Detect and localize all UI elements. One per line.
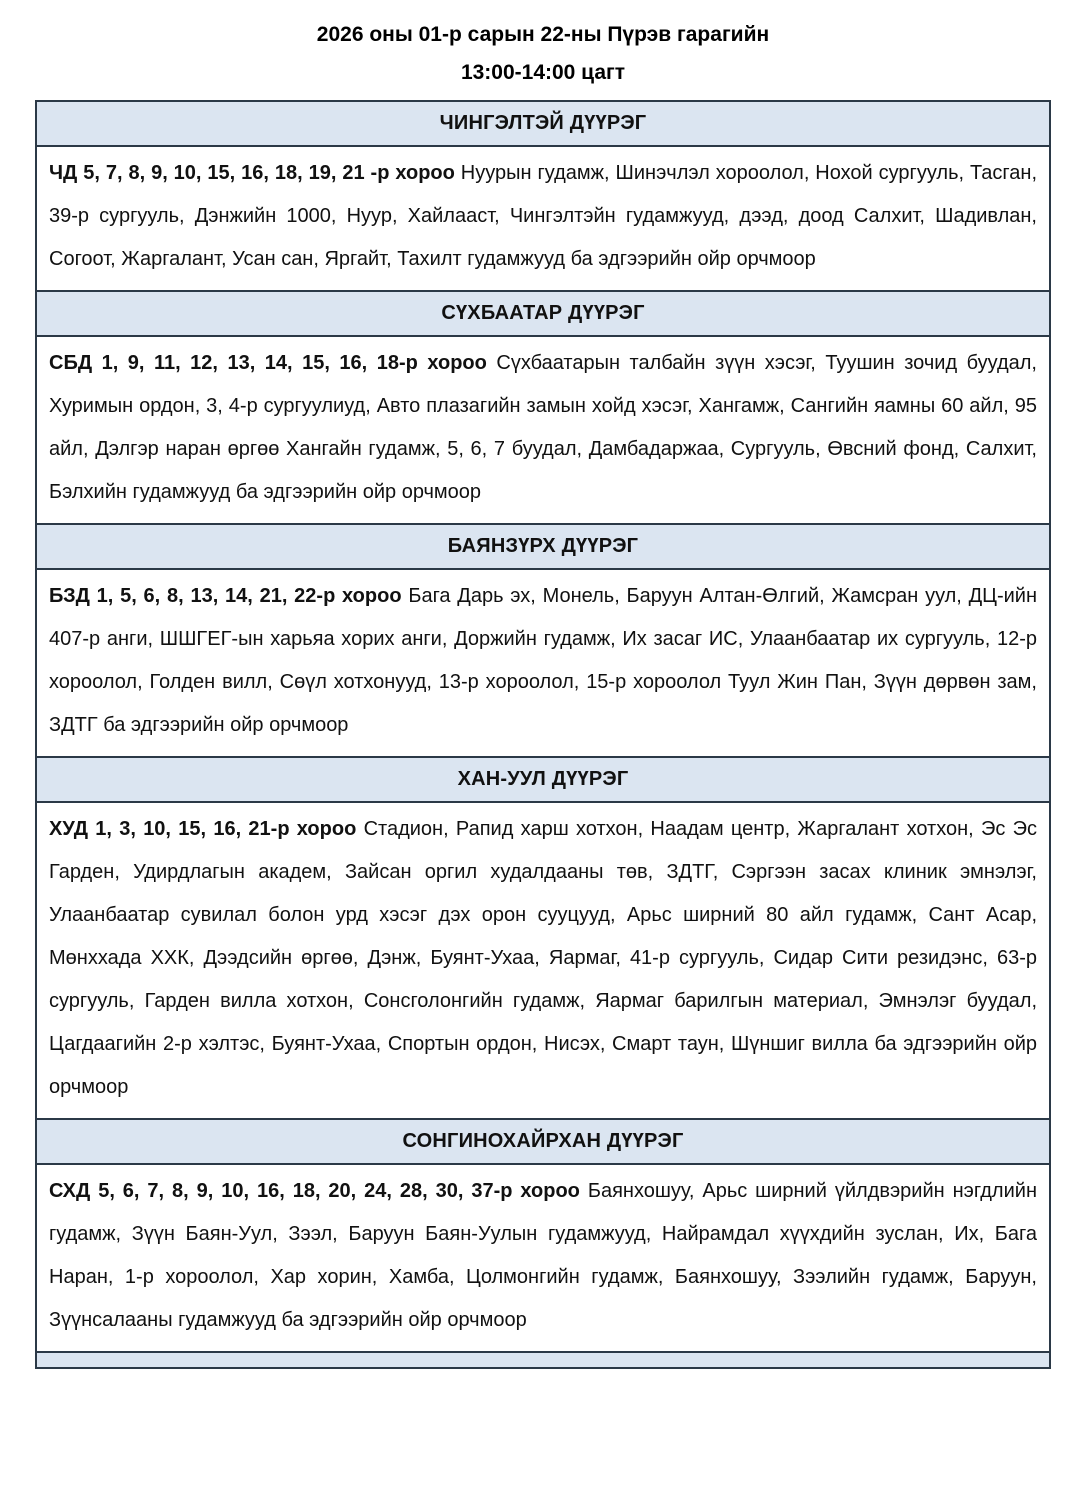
khoroo-list-bold: ЧД 5, 7, 8, 9, 10, 15, 16, 18, 19, 21 -р хороо — [49, 162, 455, 184]
khoroo-list-bold: СХД 5, 6, 7, 8, 9, 10, 16, 18, 20, 24, 28, 30, 37-р хороо — [49, 1180, 580, 1202]
next-section-header-partial — [37, 1353, 1049, 1367]
section-body-sukhbaatar — [37, 337, 1049, 525]
section-header-songinokhairkhan: СОНГИНОХАЙРХАН ДҮҮРЭГ — [37, 1120, 1049, 1165]
khoroo-list-bold: БЗД 1, 5, 6, 8, 13, 14, 21, 22-р хороо — [49, 585, 402, 607]
area-list-text: Стадион, Рапид харш хотхон, Наадам центр, Жаргалант хотхон, Эс Эс Гарден, Удирдлагын академ, Зайсан оргил худалдааны төв, ЗДТГ, Сэргээн засах клиник эмнэлэг, Улаанбаатар сувилал болон урд хэсэг дэх орон сууцууд, Арьс ширний 80 айл гудамж, Сант Асар, Мөнххада ХХК, Дээдсийн өргөө, Дэнж, Буянт-Ухаа, Яармаг, 41-р сургууль, Сидар Сити резидэнс, 63-р сургууль, Гарден вилла хотхон, Сонсголонгийн гудамж, Яармаг барилгын материал, Эмнэлэг буудал, Цагдаагийн 2-р хэлтэс, Буянт-Ухаа, Спортын ордон, Нисэх, Смарт таун, Шүншиг вилла ба эдгээрийн ойр орчмоор — [49, 818, 1038, 1098]
area-list-text: Баянхошуу, Арьс ширний үйлдвэрийн нэгдлийн гудамж, Зүүн Баян-Уул, Зээл, Баруун Баян-Уулын гудамжууд, Найрамдал хүүхдийн зуслан, Их, Бага Наран, 1-р хороолол, Хар хорин, Хамба, Цолмонгийн гудамж, Баянхошуу, Зээлийн гудамж, Баруун, Зүүнсалааны гудамжууд ба эдгээрийн ойр орчмоор — [49, 1180, 1037, 1331]
section-body-bayanzurkh — [37, 570, 1049, 758]
section-header-bayanzurkh: БАЯНЗҮРХ ДҮҮРЭГ — [37, 525, 1049, 570]
area-list-text: Бага Дарь эх, Монель, Баруун Алтан-Өлгий, Жамсран уул, ДЦ-ийн 407-р анги, ШШГЕГ-ын харьяа хорих анги, Доржийн гудамж, Их засаг ИС, Улаанбаатар их сургууль, 12-р хороолол, Голден вилл, Сөүл хотхонууд, 13-р хороолол, 15-р хороолол Туул Жин Пан, Зүүн дөрвөн зам, ЗДТГ ба эдгээрийн ойр орчмоор — [49, 585, 1038, 736]
area-list-text: Сүхбаатарын талбайн зүүн хэсэг, Туушин зочид буудал, Хуримын ордон, 3, 4-р сургуулиуд, Авто плазагийн замын хойд хэсэг, Хангамж, Сангийн яамны 60 айл, 95 айл, Дэлгэр наран өргөө Хангайн гудамж, 5, 6, 7 буудал, Дамбадаржаа, Сургууль, Өвсний фонд, Салхит, Бэлхийн гудамжууд ба эдгээрийн ойр орчмоор — [49, 352, 1037, 503]
section-body-khan-uul — [37, 803, 1049, 1120]
section-header-chingeltei: ЧИНГЭЛТЭЙ ДҮҮРЭГ — [37, 102, 1049, 147]
section-body-chingeltei — [37, 147, 1049, 292]
khoroo-list-bold: СБД 1, 9, 11, 12, 13, 14, 15, 16, 18-р хороо — [49, 352, 487, 374]
section-body-songinokhairkhan — [37, 1165, 1049, 1353]
section-header-khan-uul: ХАН-УУЛ ДҮҮРЭГ — [37, 758, 1049, 803]
khoroo-list-bold: ХУД 1, 3, 10, 15, 16, 21-р хороо — [49, 818, 357, 840]
title-line-2: 13:00-14:00 цагт — [460, 61, 626, 84]
title-line-1: 2026 оны 01-р сарын 22-ны Пүрэв гарагийн — [316, 23, 770, 46]
area-list-text: Нуурын гудамж, Шинэчлэл хороолол, Нохой сургууль, Тасган, 39-р сургууль, Дэнжийн 1000, Нуур, Хайлааст, Чингэлтэйн гудамжууд, дээд, доод Салхит, Шадивлан, Согоот, Жаргалант, Усан сан, Яргайт, Тахилт гудамжууд ба эдгээрийн ойр орчмоор — [49, 162, 1038, 270]
document-title — [0, 0, 1086, 83]
schedule-table — [35, 100, 1051, 1369]
section-header-sukhbaatar: СҮХБААТАР ДҮҮРЭГ — [37, 292, 1049, 337]
